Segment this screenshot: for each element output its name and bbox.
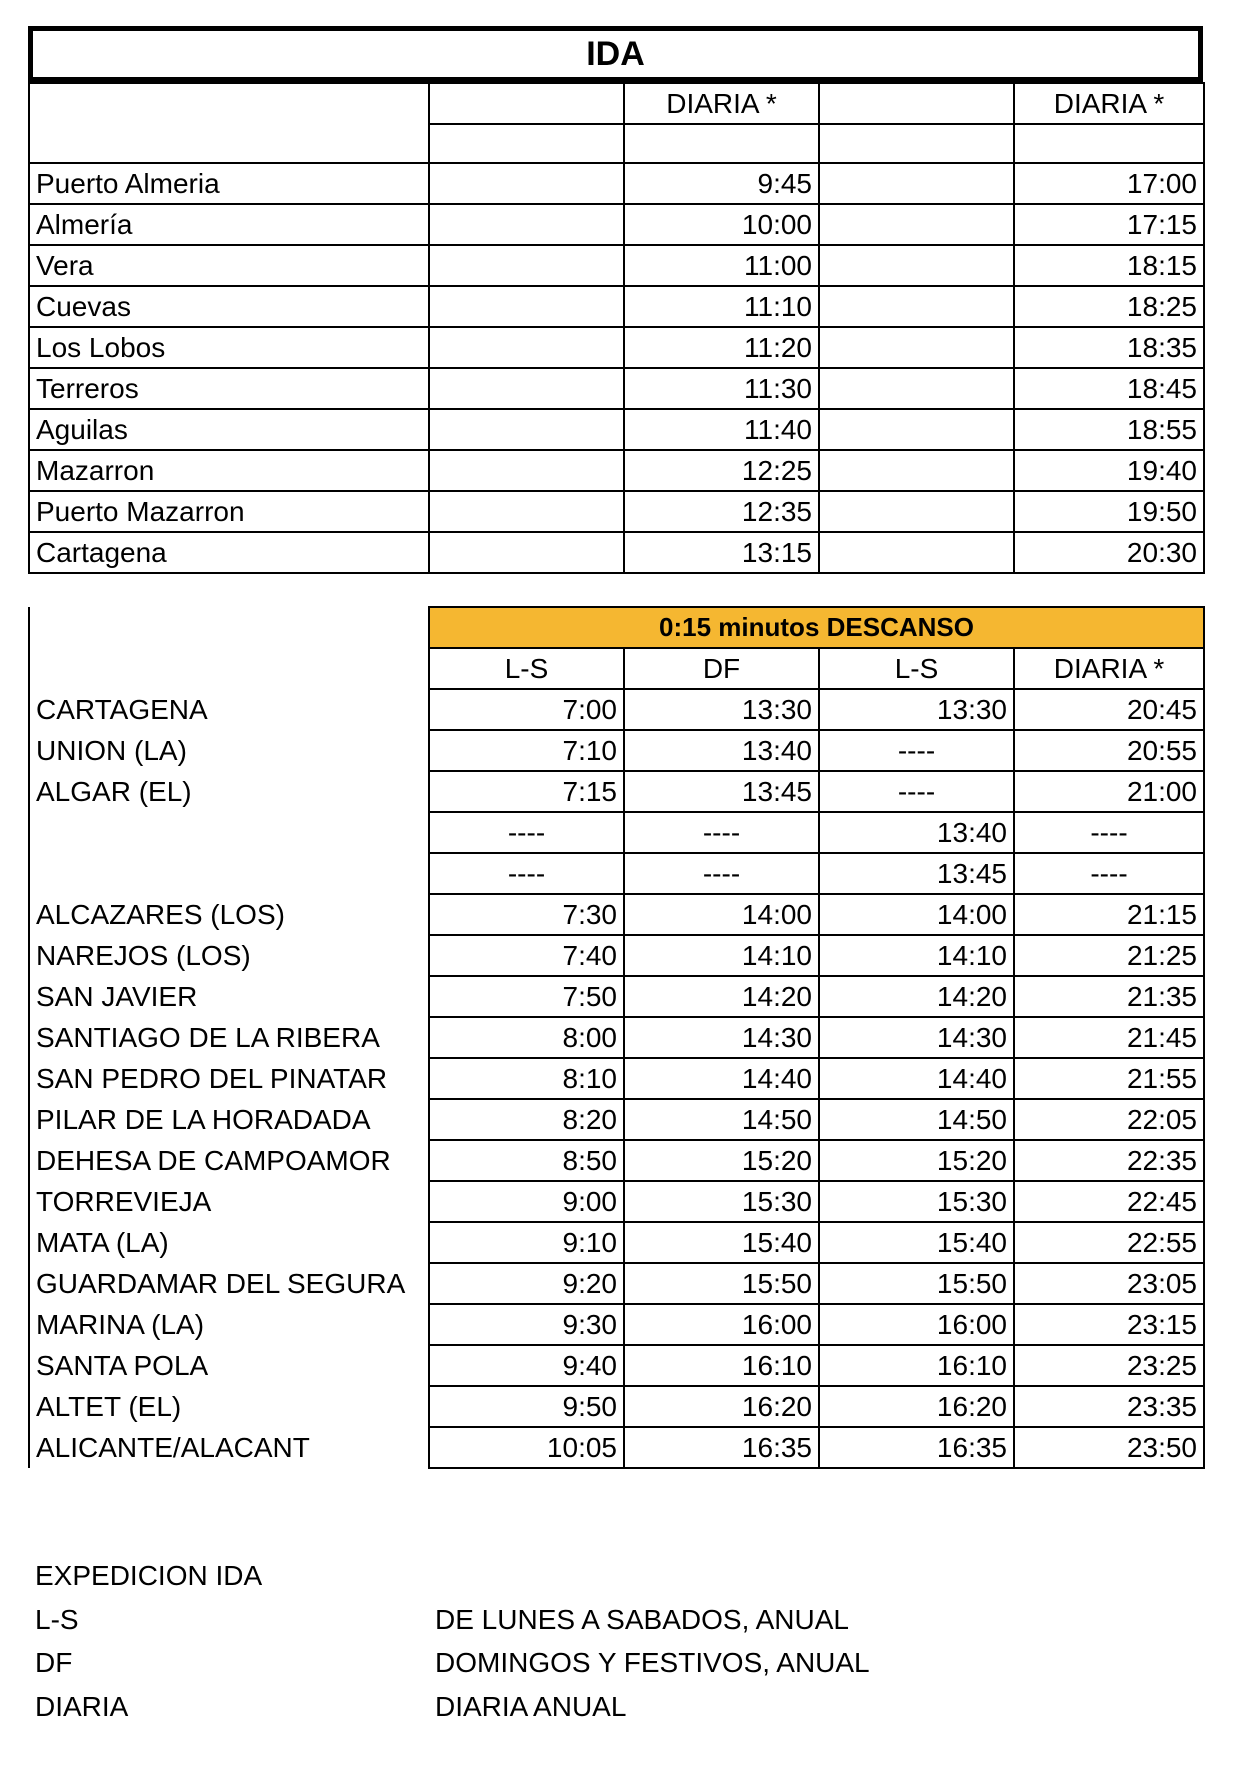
stop-name: DEHESA DE CAMPOAMOR — [29, 1140, 429, 1181]
table-row — [29, 368, 1204, 409]
stop-name: Terreros — [29, 368, 429, 409]
stop-name: SAN PEDRO DEL PINATAR — [29, 1058, 429, 1099]
legend-desc-ls: DE LUNES A SABADOS, ANUAL — [435, 1604, 849, 1635]
bottom-schedule-table — [28, 606, 1205, 1469]
time-cell: 23:50 — [1014, 1427, 1204, 1468]
time-cell: 22:35 — [1014, 1140, 1204, 1181]
top-header-cell — [819, 83, 1014, 124]
stop-name: ALGAR (EL) — [29, 771, 429, 812]
table-row — [29, 1263, 1204, 1304]
legend-desc-diaria: DIARIA ANUAL — [435, 1691, 627, 1722]
time-cell: 21:00 — [1014, 771, 1204, 812]
time-cell: 13:40 — [624, 730, 819, 771]
time-cell — [819, 286, 1014, 327]
time-cell: 9:10 — [429, 1222, 624, 1263]
top-header-cell: DIARIA * — [624, 83, 819, 124]
stop-name: TORREVIEJA — [29, 1181, 429, 1222]
stop-name: PILAR DE LA HORADADA — [29, 1099, 429, 1140]
stop-name: SANTA POLA — [29, 1345, 429, 1386]
stop-name: ALICANTE/ALACANT — [29, 1427, 429, 1468]
time-cell: ---- — [1014, 812, 1204, 853]
time-cell: ---- — [624, 853, 819, 894]
time-cell: 9:40 — [429, 1345, 624, 1386]
time-cell: 14:50 — [624, 1099, 819, 1140]
stop-name: SANTIAGO DE LA RIBERA — [29, 1017, 429, 1058]
time-cell: ---- — [624, 812, 819, 853]
time-cell: 13:45 — [819, 853, 1014, 894]
time-cell: ---- — [429, 853, 624, 894]
time-cell: 7:00 — [429, 689, 624, 730]
time-cell: 23:15 — [1014, 1304, 1204, 1345]
time-cell: 10:00 — [624, 204, 819, 245]
time-cell — [819, 327, 1014, 368]
time-cell — [429, 204, 624, 245]
table-row — [29, 894, 1204, 935]
table-row — [29, 1386, 1204, 1427]
time-cell: 11:00 — [624, 245, 819, 286]
table-row — [29, 286, 1204, 327]
stop-name: UNION (LA) — [29, 730, 429, 771]
bottom-header-row — [29, 648, 1204, 689]
time-cell — [819, 368, 1014, 409]
table-row — [29, 1140, 1204, 1181]
time-cell: 13:40 — [819, 812, 1014, 853]
bottom-header-cell: DIARIA * — [1014, 648, 1204, 689]
time-cell: 18:55 — [1014, 409, 1204, 450]
time-cell: 15:40 — [624, 1222, 819, 1263]
stop-name: Mazarron — [29, 450, 429, 491]
stop-name: Cartagena — [29, 532, 429, 573]
time-cell: ---- — [429, 812, 624, 853]
time-cell: ---- — [1014, 853, 1204, 894]
time-cell — [429, 450, 624, 491]
time-cell: 9:20 — [429, 1263, 624, 1304]
time-cell: 13:30 — [624, 689, 819, 730]
time-cell: 11:40 — [624, 409, 819, 450]
time-cell: 23:35 — [1014, 1386, 1204, 1427]
legend-code-diaria: DIARIA — [35, 1691, 129, 1722]
time-cell: 14:20 — [624, 976, 819, 1017]
top-header-blank-cell — [819, 124, 1014, 163]
table-row — [29, 1017, 1204, 1058]
top-header-blank-cell — [624, 124, 819, 163]
time-cell: 18:15 — [1014, 245, 1204, 286]
time-cell — [819, 532, 1014, 573]
time-cell: 15:50 — [624, 1263, 819, 1304]
top-header-cell: DIARIA * — [1014, 83, 1204, 124]
stop-name: SAN JAVIER — [29, 976, 429, 1017]
time-cell: 23:25 — [1014, 1345, 1204, 1386]
legend-desc-df: DOMINGOS Y FESTIVOS, ANUAL — [435, 1647, 870, 1678]
top-header-cell — [429, 83, 624, 124]
time-cell: 9:45 — [624, 163, 819, 204]
legend-heading: EXPEDICION IDA — [35, 1560, 263, 1591]
time-cell: 8:50 — [429, 1140, 624, 1181]
descanso-row — [29, 607, 1204, 648]
time-cell: 21:55 — [1014, 1058, 1204, 1099]
time-cell: 8:00 — [429, 1017, 624, 1058]
top-header-blank-cell — [429, 124, 624, 163]
time-cell — [819, 245, 1014, 286]
time-cell — [429, 368, 624, 409]
table-row — [29, 491, 1204, 532]
time-cell: 20:45 — [1014, 689, 1204, 730]
time-cell: 11:10 — [624, 286, 819, 327]
time-cell — [429, 491, 624, 532]
time-cell: 7:10 — [429, 730, 624, 771]
time-cell — [429, 532, 624, 573]
table-row — [29, 1222, 1204, 1263]
time-cell: 9:00 — [429, 1181, 624, 1222]
time-cell: 16:00 — [624, 1304, 819, 1345]
time-cell: 22:05 — [1014, 1099, 1204, 1140]
time-cell: 7:50 — [429, 976, 624, 1017]
time-cell: 14:10 — [819, 935, 1014, 976]
time-cell — [429, 163, 624, 204]
time-cell: ---- — [819, 730, 1014, 771]
time-cell: 21:45 — [1014, 1017, 1204, 1058]
time-cell — [429, 327, 624, 368]
time-cell: 14:30 — [624, 1017, 819, 1058]
time-cell: 12:25 — [624, 450, 819, 491]
bottom-header-cell: DF — [624, 648, 819, 689]
bottom-header-spacer — [29, 648, 429, 689]
time-cell: 11:20 — [624, 327, 819, 368]
stop-name: Aguilas — [29, 409, 429, 450]
time-cell: 14:40 — [819, 1058, 1014, 1099]
descanso-banner: 0:15 minutos DESCANSO — [429, 607, 1204, 648]
time-cell: 18:45 — [1014, 368, 1204, 409]
time-cell: 14:10 — [624, 935, 819, 976]
top-header-blank-cell — [1014, 124, 1204, 163]
table-row — [29, 812, 1204, 853]
table-row — [29, 245, 1204, 286]
stop-name: MATA (LA) — [29, 1222, 429, 1263]
stop-name — [29, 812, 429, 853]
time-cell: 21:15 — [1014, 894, 1204, 935]
stop-name: Los Lobos — [29, 327, 429, 368]
legend-code-ls: L-S — [35, 1604, 79, 1635]
time-cell: 16:00 — [819, 1304, 1014, 1345]
top-header-cell — [29, 83, 429, 163]
stop-name: Almería — [29, 204, 429, 245]
time-cell: 20:30 — [1014, 532, 1204, 573]
time-cell: 19:40 — [1014, 450, 1204, 491]
time-cell: 12:35 — [624, 491, 819, 532]
top-schedule-table — [28, 82, 1205, 574]
stop-name — [29, 853, 429, 894]
table-row — [29, 204, 1204, 245]
time-cell: 23:05 — [1014, 1263, 1204, 1304]
time-cell — [429, 286, 624, 327]
time-cell: 16:10 — [624, 1345, 819, 1386]
time-cell: 14:00 — [624, 894, 819, 935]
time-cell — [819, 204, 1014, 245]
time-cell: 15:20 — [624, 1140, 819, 1181]
time-cell: 16:35 — [624, 1427, 819, 1468]
time-cell: 14:50 — [819, 1099, 1014, 1140]
time-cell: 16:10 — [819, 1345, 1014, 1386]
time-cell: 18:25 — [1014, 286, 1204, 327]
stop-name: MARINA (LA) — [29, 1304, 429, 1345]
time-cell: 14:30 — [819, 1017, 1014, 1058]
time-cell: 11:30 — [624, 368, 819, 409]
time-cell: 14:40 — [624, 1058, 819, 1099]
time-cell: 9:30 — [429, 1304, 624, 1345]
time-cell: 13:15 — [624, 532, 819, 573]
page-title: IDA — [28, 26, 1203, 82]
table-row — [29, 976, 1204, 1017]
table-row — [29, 1058, 1204, 1099]
table-row — [29, 163, 1204, 204]
time-cell — [429, 409, 624, 450]
time-cell: 10:05 — [429, 1427, 624, 1468]
table-row — [29, 1345, 1204, 1386]
descanso-left-spacer — [29, 607, 429, 648]
time-cell: 13:45 — [624, 771, 819, 812]
table-row — [29, 730, 1204, 771]
time-cell: 15:30 — [819, 1181, 1014, 1222]
time-cell: 15:30 — [624, 1181, 819, 1222]
time-cell — [819, 491, 1014, 532]
stop-name: NAREJOS (LOS) — [29, 935, 429, 976]
time-cell: ---- — [819, 771, 1014, 812]
time-cell: 14:20 — [819, 976, 1014, 1017]
time-cell: 16:35 — [819, 1427, 1014, 1468]
time-cell: 7:40 — [429, 935, 624, 976]
bottom-header-cell: L-S — [429, 648, 624, 689]
time-cell: 19:50 — [1014, 491, 1204, 532]
stop-name: Cuevas — [29, 286, 429, 327]
stop-name: Puerto Almeria — [29, 163, 429, 204]
table-row — [29, 532, 1204, 573]
table-row — [29, 853, 1204, 894]
time-cell — [819, 163, 1014, 204]
time-cell: 8:10 — [429, 1058, 624, 1099]
time-cell: 15:20 — [819, 1140, 1014, 1181]
time-cell: 15:40 — [819, 1222, 1014, 1263]
table-row — [29, 409, 1204, 450]
bottom-header-cell: L-S — [819, 648, 1014, 689]
stop-name: CARTAGENA — [29, 689, 429, 730]
table-row — [29, 1427, 1204, 1468]
table-row — [29, 1304, 1204, 1345]
time-cell: 8:20 — [429, 1099, 624, 1140]
table-row — [29, 689, 1204, 730]
time-cell: 16:20 — [819, 1386, 1014, 1427]
legend-code-df: DF — [35, 1647, 73, 1678]
time-cell: 16:20 — [624, 1386, 819, 1427]
time-cell — [819, 450, 1014, 491]
stop-name: ALCAZARES (LOS) — [29, 894, 429, 935]
table-row — [29, 450, 1204, 491]
time-cell — [819, 409, 1014, 450]
table-row — [29, 327, 1204, 368]
top-header-row — [29, 83, 1204, 124]
table-row — [29, 1181, 1204, 1222]
table-row — [29, 1099, 1204, 1140]
time-cell: 17:00 — [1014, 163, 1204, 204]
time-cell: 9:50 — [429, 1386, 624, 1427]
time-cell: 21:25 — [1014, 935, 1204, 976]
stop-name: Vera — [29, 245, 429, 286]
time-cell: 22:55 — [1014, 1222, 1204, 1263]
time-cell: 18:35 — [1014, 327, 1204, 368]
table-row — [29, 935, 1204, 976]
time-cell: 15:50 — [819, 1263, 1014, 1304]
time-cell: 14:00 — [819, 894, 1014, 935]
table-row — [29, 771, 1204, 812]
time-cell: 13:30 — [819, 689, 1014, 730]
time-cell: 7:15 — [429, 771, 624, 812]
time-cell: 21:35 — [1014, 976, 1204, 1017]
stop-name: Puerto Mazarron — [29, 491, 429, 532]
time-cell — [429, 245, 624, 286]
stop-name: GUARDAMAR DEL SEGURA — [29, 1263, 429, 1304]
stop-name: ALTET (EL) — [29, 1386, 429, 1427]
time-cell: 7:30 — [429, 894, 624, 935]
time-cell: 20:55 — [1014, 730, 1204, 771]
time-cell: 22:45 — [1014, 1181, 1204, 1222]
time-cell: 17:15 — [1014, 204, 1204, 245]
